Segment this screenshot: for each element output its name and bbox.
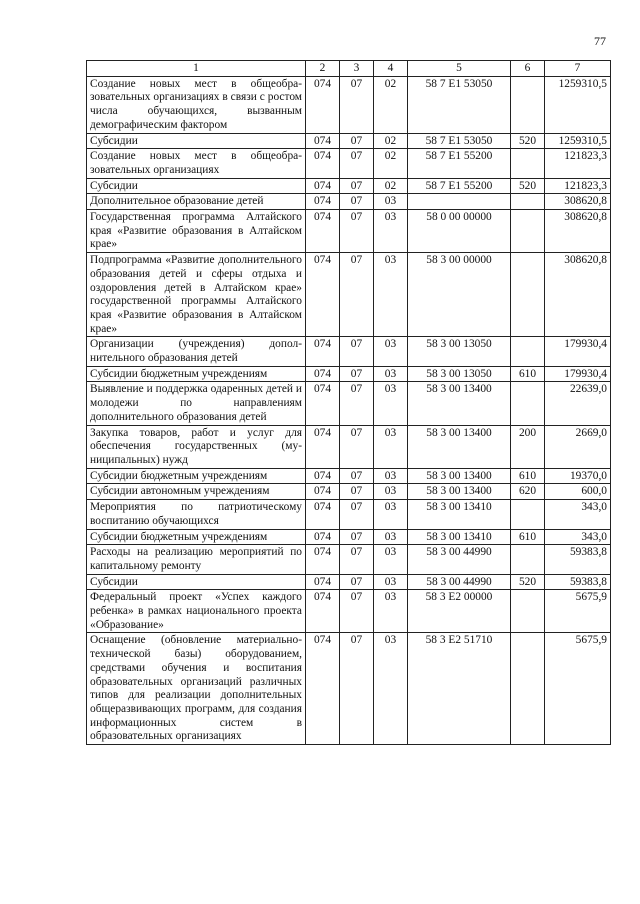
- row-name-cell: Подпрограмма «Развитие дополнительного образования детей и сферы отдыха и оздоровления детей в Алтайском крае» государственной программы Алтайского края «Развитие образования в Алтайском крае»: [87, 253, 306, 337]
- target-article-cell: 58 3 00 44990: [408, 574, 511, 590]
- subsection-code-cell: 03: [374, 253, 408, 337]
- amount-cell: 5675,9: [545, 590, 611, 633]
- subsection-code-cell: 03: [374, 590, 408, 633]
- target-article-cell: 58 3 00 13410: [408, 529, 511, 545]
- page-number: 77: [594, 34, 606, 48]
- amount-cell: 308620,8: [545, 210, 611, 253]
- amount-cell: 179930,4: [545, 366, 611, 382]
- subsection-code-cell: 02: [374, 178, 408, 194]
- column-header-2: 2: [306, 61, 340, 77]
- row-name-cell: Дополнительное образование детей: [87, 194, 306, 210]
- expense-type-cell: 610: [511, 468, 545, 484]
- ministry-code-cell: 074: [306, 76, 340, 133]
- ministry-code-cell: 074: [306, 529, 340, 545]
- section-code-cell: 07: [340, 590, 374, 633]
- table-row: [87, 366, 611, 382]
- ministry-code-cell: 074: [306, 545, 340, 574]
- subsection-code-cell: 02: [374, 133, 408, 149]
- target-article-cell: 58 3 00 13410: [408, 500, 511, 529]
- row-name-cell: Субсидии: [87, 574, 306, 590]
- expense-type-cell: [511, 545, 545, 574]
- amount-cell: 2669,0: [545, 425, 611, 468]
- ministry-code-cell: 074: [306, 633, 340, 745]
- section-code-cell: 07: [340, 253, 374, 337]
- section-code-cell: 07: [340, 366, 374, 382]
- expense-type-cell: 520: [511, 133, 545, 149]
- table-row: [87, 500, 611, 529]
- section-code-cell: 07: [340, 149, 374, 178]
- table-row: [87, 468, 611, 484]
- amount-cell: 1259310,5: [545, 133, 611, 149]
- expense-type-cell: 520: [511, 178, 545, 194]
- target-article-cell: 58 3 00 44990: [408, 545, 511, 574]
- subsection-code-cell: 03: [374, 194, 408, 210]
- amount-cell: 308620,8: [545, 194, 611, 210]
- target-article-cell: 58 7 E1 53050: [408, 76, 511, 133]
- column-header-6: 6: [511, 61, 545, 77]
- expense-type-cell: [511, 253, 545, 337]
- target-article-cell: 58 3 00 00000: [408, 253, 511, 337]
- ministry-code-cell: 074: [306, 253, 340, 337]
- ministry-code-cell: 074: [306, 366, 340, 382]
- table-row: [87, 76, 611, 133]
- subsection-code-cell: 03: [374, 382, 408, 425]
- row-name-cell: Государственная программа Алтайского края «Развитие образования в Алтайском крае»: [87, 210, 306, 253]
- section-code-cell: 07: [340, 194, 374, 210]
- table-row: [87, 545, 611, 574]
- row-name-cell: Оснащение (обновление материально-технической базы) оборудованием, средствами обучения и воспитания образовательных организаций различных типов для реализации дополнительных общеразвивающих программ, для создания информационных систем в образовательных организациях: [87, 633, 306, 745]
- expense-type-cell: [511, 194, 545, 210]
- amount-cell: 22639,0: [545, 382, 611, 425]
- expense-type-cell: [511, 210, 545, 253]
- subsection-code-cell: 03: [374, 210, 408, 253]
- target-article-cell: 58 3 00 13050: [408, 366, 511, 382]
- expense-type-cell: 200: [511, 425, 545, 468]
- section-code-cell: 07: [340, 484, 374, 500]
- section-code-cell: 07: [340, 574, 374, 590]
- table-row: [87, 194, 611, 210]
- ministry-code-cell: 074: [306, 133, 340, 149]
- target-article-cell: 58 0 00 00000: [408, 210, 511, 253]
- section-code-cell: 07: [340, 76, 374, 133]
- target-article-cell: 58 3 E2 00000: [408, 590, 511, 633]
- subsection-code-cell: 03: [374, 468, 408, 484]
- column-header-5: 5: [408, 61, 511, 77]
- section-code-cell: 07: [340, 633, 374, 745]
- row-name-cell: Создание новых мест в общеобразовательных организациях в связи с ростом числа обучающихся, вызванным демографическим фактором: [87, 76, 306, 133]
- amount-cell: 600,0: [545, 484, 611, 500]
- amount-cell: 343,0: [545, 500, 611, 529]
- expense-type-cell: 610: [511, 366, 545, 382]
- subsection-code-cell: 03: [374, 574, 408, 590]
- budget-table: [86, 60, 611, 745]
- expense-type-cell: [511, 76, 545, 133]
- amount-cell: 308620,8: [545, 253, 611, 337]
- row-name-cell: Мероприятия по патриотическому воспитанию обучающихся: [87, 500, 306, 529]
- expense-type-cell: 610: [511, 529, 545, 545]
- row-name-cell: Выявление и поддержка одаренных детей и молодежи по направлениям дополнительного образования детей: [87, 382, 306, 425]
- expense-type-cell: [511, 149, 545, 178]
- table-row: [87, 178, 611, 194]
- table-row: [87, 253, 611, 337]
- subsection-code-cell: 03: [374, 425, 408, 468]
- table-row: [87, 382, 611, 425]
- ministry-code-cell: 074: [306, 382, 340, 425]
- table-row: [87, 529, 611, 545]
- column-header-1: 1: [87, 61, 306, 77]
- expense-type-cell: [511, 382, 545, 425]
- ministry-code-cell: 074: [306, 149, 340, 178]
- ministry-code-cell: 074: [306, 425, 340, 468]
- amount-cell: 1259310,5: [545, 76, 611, 133]
- section-code-cell: 07: [340, 133, 374, 149]
- expense-type-cell: 520: [511, 574, 545, 590]
- section-code-cell: 07: [340, 500, 374, 529]
- amount-cell: 19370,0: [545, 468, 611, 484]
- ministry-code-cell: 074: [306, 590, 340, 633]
- section-code-cell: 07: [340, 337, 374, 366]
- amount-cell: 179930,4: [545, 337, 611, 366]
- target-article-cell: 58 3 00 13050: [408, 337, 511, 366]
- table-body: [87, 76, 611, 744]
- row-name-cell: Субсидии: [87, 133, 306, 149]
- subsection-code-cell: 03: [374, 484, 408, 500]
- subsection-code-cell: 03: [374, 500, 408, 529]
- ministry-code-cell: 074: [306, 468, 340, 484]
- target-article-cell: 58 3 00 13400: [408, 468, 511, 484]
- section-code-cell: 07: [340, 425, 374, 468]
- expense-type-cell: [511, 337, 545, 366]
- target-article-cell: 58 7 E1 53050: [408, 133, 511, 149]
- amount-cell: 59383,8: [545, 545, 611, 574]
- column-header-3: 3: [340, 61, 374, 77]
- column-header-4: 4: [374, 61, 408, 77]
- target-article-cell: 58 3 00 13400: [408, 382, 511, 425]
- table-row: [87, 633, 611, 745]
- table-row: [87, 133, 611, 149]
- table-row: [87, 574, 611, 590]
- subsection-code-cell: 03: [374, 633, 408, 745]
- target-article-cell: 58 7 E1 55200: [408, 149, 511, 178]
- section-code-cell: 07: [340, 529, 374, 545]
- row-name-cell: Закупка товаров, работ и услуг для обеспечения государственных (муниципальных) нужд: [87, 425, 306, 468]
- ministry-code-cell: 074: [306, 178, 340, 194]
- ministry-code-cell: 074: [306, 484, 340, 500]
- section-code-cell: 07: [340, 178, 374, 194]
- row-name-cell: Субсидии бюджетным учреждениям: [87, 468, 306, 484]
- ministry-code-cell: 074: [306, 210, 340, 253]
- table-row: [87, 337, 611, 366]
- target-article-cell: [408, 194, 511, 210]
- table-row: [87, 149, 611, 178]
- subsection-code-cell: 03: [374, 337, 408, 366]
- subsection-code-cell: 03: [374, 545, 408, 574]
- row-name-cell: Субсидии бюджетным учреждениям: [87, 529, 306, 545]
- section-code-cell: 07: [340, 468, 374, 484]
- subsection-code-cell: 03: [374, 529, 408, 545]
- section-code-cell: 07: [340, 210, 374, 253]
- subsection-code-cell: 02: [374, 76, 408, 133]
- amount-cell: 343,0: [545, 529, 611, 545]
- ministry-code-cell: 074: [306, 337, 340, 366]
- table-row: [87, 210, 611, 253]
- row-name-cell: Федеральный проект «Успех каждого ребенка» в рамках национального проекта «Образование»: [87, 590, 306, 633]
- expense-type-cell: [511, 500, 545, 529]
- target-article-cell: 58 3 00 13400: [408, 484, 511, 500]
- column-header-7: 7: [545, 61, 611, 77]
- section-code-cell: 07: [340, 382, 374, 425]
- table-row: [87, 484, 611, 500]
- expense-type-cell: 620: [511, 484, 545, 500]
- amount-cell: 121823,3: [545, 178, 611, 194]
- expense-type-cell: [511, 590, 545, 633]
- section-code-cell: 07: [340, 545, 374, 574]
- subsection-code-cell: 02: [374, 149, 408, 178]
- table-row: [87, 590, 611, 633]
- target-article-cell: 58 3 00 13400: [408, 425, 511, 468]
- row-name-cell: Расходы на реализацию мероприятий по капитальному ремонту: [87, 545, 306, 574]
- expense-type-cell: [511, 633, 545, 745]
- target-article-cell: 58 3 E2 51710: [408, 633, 511, 745]
- amount-cell: 59383,8: [545, 574, 611, 590]
- table-row: [87, 425, 611, 468]
- row-name-cell: Субсидии автономным учреждениям: [87, 484, 306, 500]
- target-article-cell: 58 7 E1 55200: [408, 178, 511, 194]
- row-name-cell: Организации (учреждения) дополнительного образования детей: [87, 337, 306, 366]
- ministry-code-cell: 074: [306, 194, 340, 210]
- amount-cell: 5675,9: [545, 633, 611, 745]
- ministry-code-cell: 074: [306, 574, 340, 590]
- row-name-cell: Субсидии: [87, 178, 306, 194]
- amount-cell: 121823,3: [545, 149, 611, 178]
- row-name-cell: Субсидии бюджетным учреждениям: [87, 366, 306, 382]
- ministry-code-cell: 074: [306, 500, 340, 529]
- subsection-code-cell: 03: [374, 366, 408, 382]
- row-name-cell: Создание новых мест в общеобразовательных организациях: [87, 149, 306, 178]
- header-row: [87, 61, 611, 77]
